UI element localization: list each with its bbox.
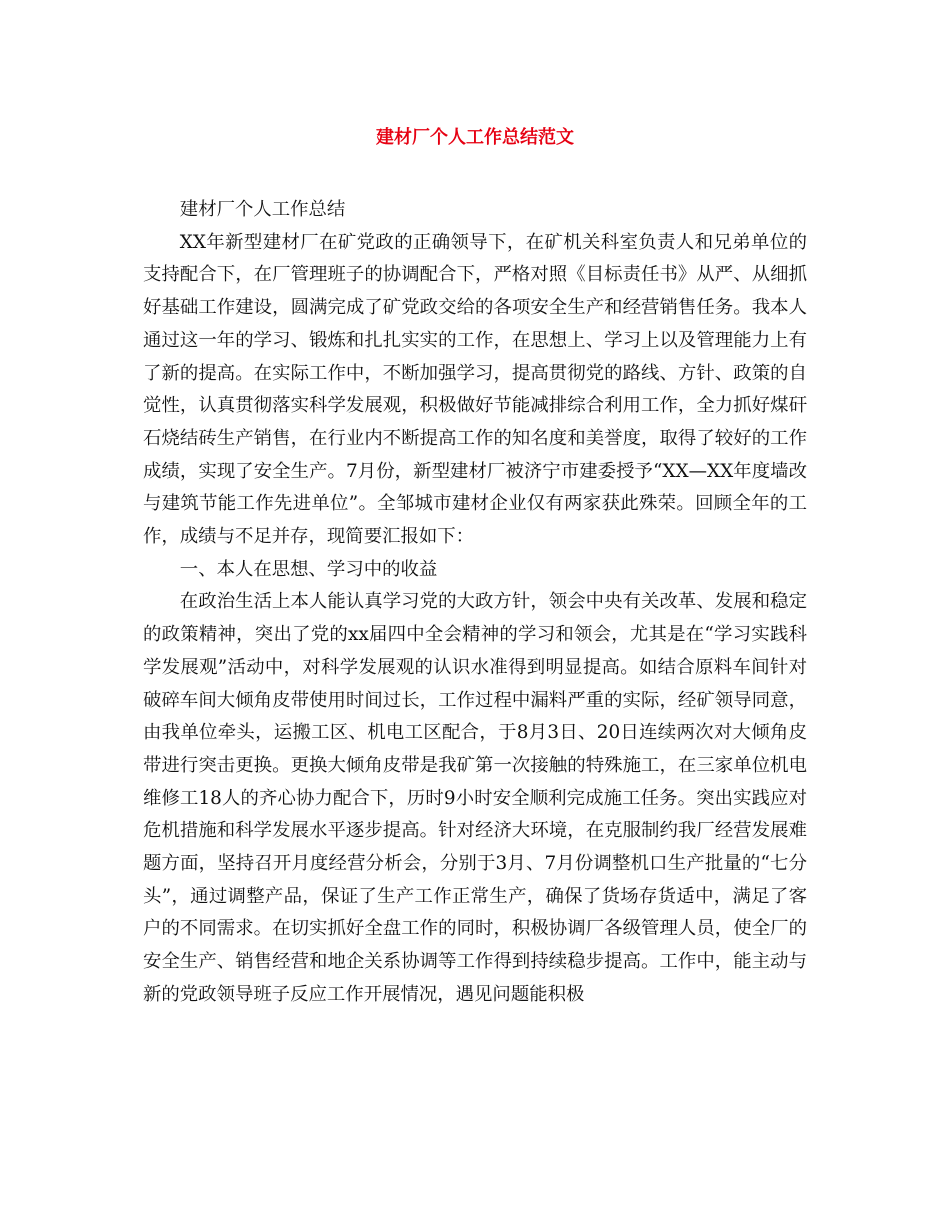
- paragraph-section-body: 在政治生活上本人能认真学习党的大政方针，领会中央有关改革、发展和稳定的政策精神，突出了党的xx届四中全会精神的学习和领会，尤其是在“学习实践科学发展观”活动中，对科学发展观的认识水准得到明显提高。如结合原料车间针对破碎车间大倾角皮带使用时间过长，工作过程中漏料严重的实际，经矿领导同意，由我单位牵头，运搬工区、机电工区配合，于8月3日、20日连续两次对大倾角皮带进行突击更换。更换大倾角皮带是我矿第一次接触的特殊施工，在三家单位机电维修工18人的齐心协力配合下，历时9小时安全顺利完成施工任务。突出实践应对危机措施和科学发展水平逐步提高。针对经济大环境，在克服制约我厂经营发展难题方面，坚持召开月度经营分析会，分别于3月、7月份调整机口生产批量的“七分头”，通过调整产品，保证了生产工作正常生产，确保了货场存货适中，满足了客户的不同需求。在切实抓好全盘工作的同时，积极协调厂各级管理人员，使全厂的安全生产、销售经营和地企关系协调等工作得到持续稳步提高。工作中，能主动与新的党政领导班子反应工作开展情况，遇见问题能积极: [143, 591, 807, 1005]
- paragraph-intro: XX年新型建材厂在矿党政的正确领导下，在矿机关科室负责人和兄弟单位的支持配合下，在厂管理班子的协调配合下，严格对照《目标责任书》从严、从细抓好基础工作建设，圆满完成了矿党政交给的各项安全生产和经营销售任务。我本人通过这一年的学习、锻炼和扎扎实实的工作，在思想上、学习上以及管理能力上有了新的提高。在实际工作中，不断加强学习，提高贯彻党的路线、方针、政策的自觉性，认真贯彻落实科学发展观，积极做好节能减排综合利用工作，全力抓好煤矸石烧结砖生产销售，在行业内不断提高工作的知名度和美誉度，取得了较好的工作成绩，实现了安全生产。7月份，新型建材厂被济宁市建委授予“XX—XX年度墙改与建筑节能工作先进单位”。全邹城市建材企业仅有两家获此殊荣。回顾全年的工作，成绩与不足并存，现简要汇报如下：: [143, 231, 807, 548]
- document-body: [143, 194, 807, 1012]
- document-title: 建材厂个人工作总结范文: [376, 127, 574, 148]
- paragraph-subtitle: 建材厂个人工作总结: [179, 199, 346, 220]
- section-heading: 一、本人在思想、学习中的收益: [179, 558, 438, 580]
